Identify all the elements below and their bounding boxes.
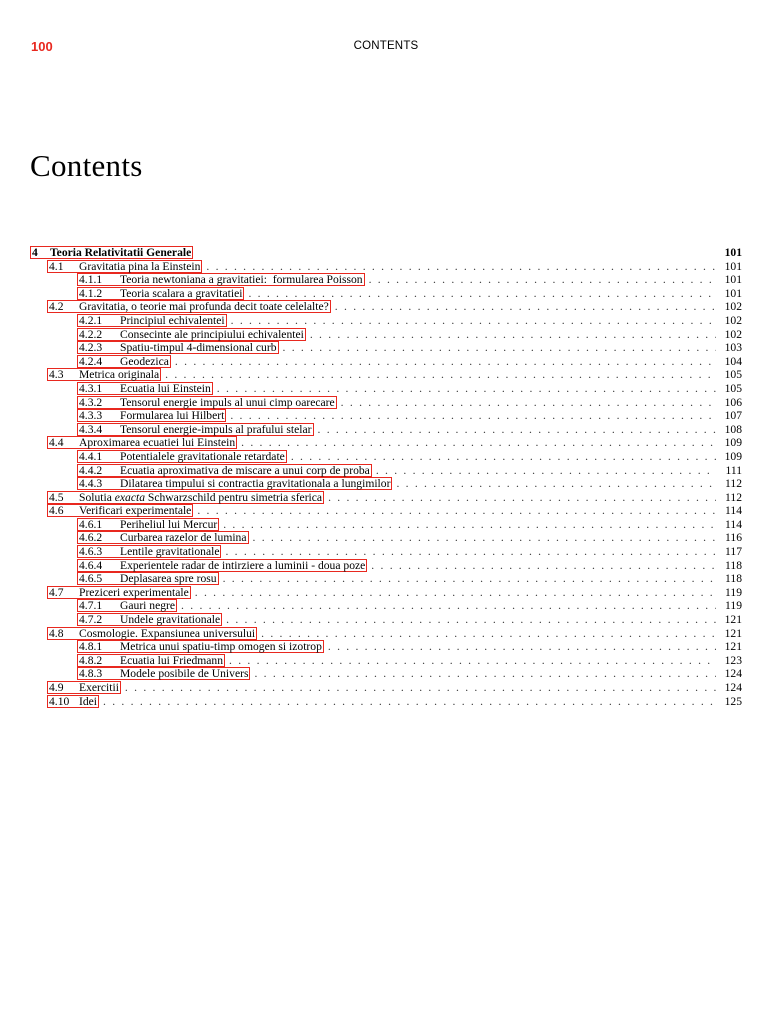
toc-entry-title-emphasis: exacta [114,490,146,504]
dot-leader [217,382,716,396]
toc-entry-number: 4.5 [49,490,64,504]
toc-link[interactable] [77,314,227,327]
toc-entry [30,654,742,668]
toc-entry-title: Preziceri experimentale [79,585,189,599]
toc-entry-page: 123 [724,653,742,667]
toc-link[interactable] [77,409,226,422]
toc-entry-number: 4.6.5 [79,572,103,586]
toc-entry-title: Ecuatia lui Friedmann [120,653,224,667]
toc-entry-title: Experientele radar de intirziere a luminii - doua poze [120,558,366,572]
dot-leader [197,504,716,518]
dot-leader [103,695,716,709]
toc-entry-page: 118 [725,558,742,572]
dot-leader [283,341,717,355]
toc-entry-title: Geodezica [120,354,169,368]
toc-entry-number: 4 [32,246,38,259]
toc-entry-title: Ecuatia lui Einstein [120,381,211,395]
toc-link[interactable] [77,654,225,667]
dot-leader [318,423,716,437]
toc-entry [30,531,742,545]
toc-entry [30,491,742,505]
toc-entry-title: Principiul echivalentei [120,313,225,327]
toc-entry-title: Gauri negre [120,599,176,613]
toc-link[interactable] [77,396,337,409]
toc-entry-title: Teoria Relativitatii Generale [50,246,192,259]
toc-entry [30,504,742,518]
toc-entry [30,640,742,654]
toc-entry [30,627,742,641]
toc-entry-page: 109 [724,449,742,463]
toc-entry-title: Undele gravitationale [120,613,221,627]
toc-entry [30,368,742,382]
toc-entry-number: 4.9 [49,681,64,694]
toc-entry-number: 4.8.3 [79,667,103,681]
toc-entry-number: 4.6.2 [79,531,103,545]
toc-link[interactable] [77,382,213,395]
dot-leader [195,586,716,600]
toc-entry [30,355,742,369]
dot-leader [225,545,716,559]
dot-leader [328,640,716,654]
dot-leader [223,518,716,532]
toc-entry-page: 102 [724,300,742,314]
toc-link[interactable] [47,504,193,517]
toc-link[interactable] [47,436,237,449]
toc-entry-page: 117 [725,545,742,559]
toc-entry-page: 109 [724,436,742,450]
toc-entry-title: Exercitii [79,681,119,694]
toc-link[interactable] [47,491,324,504]
toc-entry-page: 105 [724,368,742,382]
toc-entry-page: 108 [724,422,742,436]
toc-entry-page: 107 [724,409,742,423]
dot-leader [371,559,716,573]
toc-link[interactable] [77,464,372,477]
toc-entry-number: 4.8 [49,626,64,640]
toc-entry-number: 4.2.2 [79,327,103,341]
toc-entry-number: 4.2.4 [79,354,103,368]
toc-entry [30,396,742,410]
toc-entry-number: 4.1 [49,259,64,273]
toc-entry-number: 4.3 [49,368,64,382]
toc-entry-title-post: Schwarzschild pentru simetria sferica [145,490,323,504]
toc-entry-title: Aproximarea ecuatiei lui Einstein [79,436,236,450]
toc-entry [30,586,742,600]
toc-link[interactable] [77,328,306,341]
toc-entry [30,477,742,491]
toc-entry-number: 4.7.1 [79,599,103,613]
toc-entry-number: 4.6 [49,504,64,518]
toc-entry-number: 4.7 [49,585,64,599]
toc-entry [30,341,742,355]
toc-entry-page: 121 [724,613,742,627]
toc-entry-page: 105 [724,381,742,395]
toc-entry-title: Cosmologie. Expansiunea universului [79,626,256,640]
dot-leader [241,436,716,450]
toc-entry [30,260,742,274]
toc-entry-number: 4.3.2 [79,395,103,409]
dot-leader [335,300,716,314]
dot-leader [328,491,716,505]
toc-link[interactable] [77,273,365,286]
toc-entry-page: 101 [724,273,742,287]
toc-entry-page: 103 [724,341,742,355]
toc-entry-title: Idei [79,694,98,708]
toc-entry [30,450,742,464]
dot-leader [253,531,716,545]
dot-leader [165,368,716,382]
dot-leader [396,477,716,491]
toc-entry-number: 4.2 [49,300,64,314]
running-header: CONTENTS [353,40,419,52]
dot-leader [291,450,716,464]
toc-entry-page: 102 [724,327,742,341]
toc-entry-page: 106 [724,395,742,409]
toc-link[interactable] [47,300,331,313]
toc-entry-number: 4.4.1 [79,449,103,463]
toc-entry-title: Teoria newtoniana a gravitatiei: formularea Poisson [120,273,363,287]
toc-entry-title: Formularea lui Hilbert [120,409,225,423]
toc-entry-page: 118 [725,572,742,586]
toc-link[interactable] [77,477,392,490]
dot-leader [376,464,716,478]
toc-entry [30,681,742,695]
toc-entry [30,314,742,328]
toc-link[interactable] [47,260,202,273]
toc-link[interactable] [77,355,171,368]
toc-entry [30,613,742,627]
toc-entry-title: Teoria scalara a gravitatiei [120,286,243,300]
contents-heading: Contents [30,148,143,183]
toc-entry [30,667,742,681]
toc-entry-title: Tensorul energie impuls al unui cimp oarecare [120,395,335,409]
toc-entry [30,382,742,396]
toc-link[interactable] [47,681,121,694]
toc-entry-title-pre: Solutia [79,490,115,504]
toc-link[interactable] [47,586,191,599]
toc-entry-page: 112 [725,490,742,504]
toc-entry [30,436,742,450]
toc-entry-page: 104 [724,354,742,368]
toc-entry-page: 124 [724,667,742,681]
toc-link[interactable] [30,246,193,259]
toc-entry-page: 101 [724,246,742,259]
dot-leader [248,287,716,301]
toc-link[interactable] [77,559,367,572]
toc-entry-number: 4.3.1 [79,381,103,395]
toc-entry-number: 4.8.1 [79,640,103,654]
toc-entry-page: 101 [724,286,742,300]
toc-entry-title: Gravitatia, o teorie mai profunda decit toate celelalte? [79,300,329,314]
toc-entry [30,599,742,613]
dot-leader [175,355,716,369]
toc-link[interactable] [47,368,161,381]
dot-leader [341,396,716,410]
toc-link[interactable] [47,695,99,708]
dot-leader [181,599,716,613]
toc-entry-number: 4.6.4 [79,558,103,572]
table-of-contents [30,246,742,708]
toc-entry-number: 4.6.3 [79,545,103,559]
toc-entry-title: Gravitatia pina la Einstein [79,259,201,273]
toc-entry-title: Tensorul energie-impuls al prafului stelar [120,422,312,436]
dot-leader [206,260,716,274]
toc-entry [30,273,742,287]
toc-link[interactable] [77,287,244,300]
toc-link[interactable] [77,341,279,354]
toc-entry [30,695,742,709]
toc-entry [30,300,742,314]
toc-entry [30,423,742,437]
toc-entry-number: 4.7.2 [79,613,103,627]
toc-entry-page: 119 [725,585,742,599]
toc-entry [30,545,742,559]
toc-entry-number: 4.4.3 [79,477,103,491]
toc-entry-number: 4.1.1 [79,273,103,287]
toc-entry [30,328,742,342]
page-number: 100 [31,39,53,54]
toc-entry-title: Ecuatia aproximativa de miscare a unui corp de proba [120,463,370,477]
toc-entry-number: 4.4 [49,436,64,450]
toc-entry-number: 4.2.1 [79,313,103,327]
toc-entry-title: Lentile gravitationale [120,545,220,559]
toc-link[interactable] [77,545,221,558]
dot-leader [261,627,716,641]
toc-entry-number: 4.10 [49,694,70,708]
toc-link[interactable] [77,531,249,544]
toc-entry-number: 4.1.2 [79,286,103,300]
toc-entry-title: Periheliul lui Mercur [120,517,218,531]
dot-leader [125,681,716,695]
toc-entry-page: 111 [725,463,742,477]
toc-entry-page: 116 [725,531,742,545]
toc-entry [30,518,742,532]
dot-leader [229,654,716,668]
dot-leader [223,572,716,586]
toc-entry-page: 101 [724,259,742,273]
toc-entry-title: Modele posibile de Univers [120,667,249,681]
dot-leader [369,273,716,287]
toc-entry-number: 4.3.3 [79,409,103,423]
toc-entry-page: 114 [725,504,742,518]
dot-leader [254,667,716,681]
toc-link[interactable] [77,640,324,653]
toc-link[interactable] [77,667,250,680]
toc-entry-page: 119 [725,599,742,613]
toc-entry-number: 4.4.2 [79,463,103,477]
toc-link[interactable] [77,572,219,585]
toc-entry [30,572,742,586]
toc-entry-title: Curbarea razelor de lumina [120,531,247,545]
toc-entry-page: 112 [725,477,742,491]
toc-entry-title: Dilatarea timpului si contractia gravitationala a lungimilor [120,477,391,491]
dot-leader [230,409,716,423]
toc-entry [30,409,742,423]
toc-entry [30,559,742,573]
toc-entry-title: Deplasarea spre rosu [120,572,217,586]
toc-link[interactable] [47,627,257,640]
toc-entry-page: 102 [724,313,742,327]
toc-entry-number: 4.3.4 [79,422,103,436]
toc-link[interactable] [77,518,219,531]
dot-leader [226,613,716,627]
toc-entry-page: 121 [724,640,742,654]
toc-entry-number: 4.8.2 [79,653,103,667]
toc-entry-number: 4.2.3 [79,341,103,355]
toc-entry-title: Potentialele gravitationale retardate [120,449,285,463]
toc-entry-title: Verificari experimentale [79,504,192,518]
toc-link[interactable] [77,423,314,436]
toc-entry [30,287,742,301]
dot-leader [310,328,716,342]
toc-link[interactable] [77,450,287,463]
toc-entry-title: Consecinte ale principiului echivalentei [120,327,304,341]
toc-entry-page: 114 [725,517,742,531]
toc-entry-title [79,492,322,503]
toc-entry-title: Metrica originala [79,368,160,382]
toc-entry-page: 125 [724,694,742,708]
toc-entry-number: 4.6.1 [79,517,103,531]
toc-entry-title: Metrica unui spatiu-timp omogen si izotrop [120,640,322,654]
toc-entry-title: Spatiu-timpul 4-dimensional curb [120,341,277,355]
toc-link[interactable] [77,613,222,626]
toc-entry-page: 121 [724,626,742,640]
toc-entry [30,246,742,260]
dot-leader [231,314,716,328]
toc-link[interactable] [77,599,177,612]
toc-entry-page: 124 [724,681,742,694]
toc-entry [30,464,742,478]
